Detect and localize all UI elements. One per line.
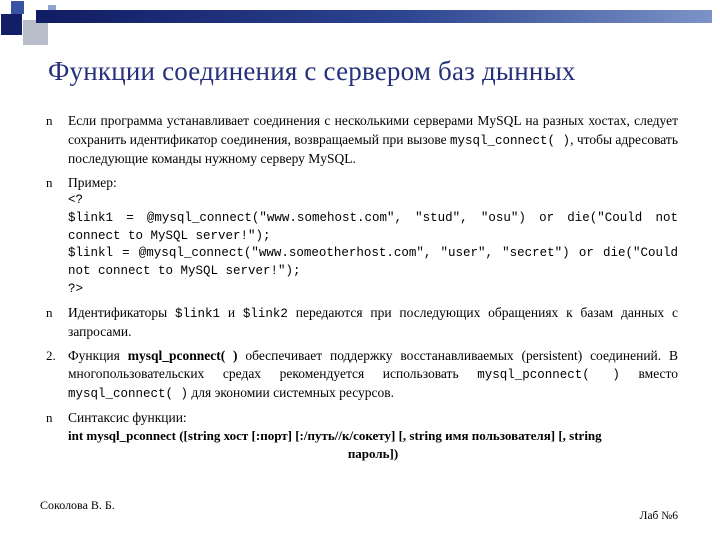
text-segment: передаются при последующих обращениях к базам данных с запросами. bbox=[68, 304, 678, 339]
bullet-marker: n bbox=[46, 304, 53, 320]
bullet-item-1 bbox=[46, 112, 678, 169]
bullet-marker: n bbox=[46, 409, 53, 425]
syntax-label: Синтаксис функции: bbox=[68, 409, 187, 425]
footer-author: Соколова В. Б. bbox=[40, 498, 115, 512]
deco-bar bbox=[36, 10, 712, 23]
bullet-marker: n bbox=[46, 113, 53, 128]
text-segment: вместо bbox=[619, 366, 678, 382]
code-line: ?> bbox=[68, 281, 84, 296]
code-inline: mysql_pconnect( ) bbox=[477, 368, 620, 383]
deco-square-gray bbox=[23, 20, 48, 45]
text-segment: обеспечивает поддержку восстанавливаемых (persistent) соединений. В многопользовательских средах рекомендуется использовать bbox=[68, 347, 678, 382]
footer-lab-number: Лаб №6 bbox=[639, 510, 678, 522]
code-inline: mysql_connect( ) bbox=[450, 133, 571, 148]
syntax-line: пароль]) bbox=[347, 446, 399, 462]
bullet-item-4 bbox=[46, 347, 678, 404]
bullet-marker: 2. bbox=[46, 347, 56, 363]
header-decoration bbox=[0, 0, 720, 50]
bullet-item-5 bbox=[46, 409, 678, 464]
bullet-item-3 bbox=[46, 304, 678, 342]
slide-body bbox=[46, 112, 678, 469]
text-segment: Идентификаторы bbox=[68, 304, 176, 320]
text-segment: для экономии системных ресурсов. bbox=[188, 385, 395, 401]
code-line: $link1 = @mysql_connect("www.somehost.com", "stud", "osu") or die("Could not connect to MySQL server!"); bbox=[68, 210, 678, 243]
example-label: Пример: bbox=[68, 174, 117, 190]
syntax-line: int mysql_pconnect ([string хост [:порт] [:/путь//к/сокету] [, string имя пользователя] [, string bbox=[68, 428, 602, 444]
text-segment: Если программа устанавливает соединения с несколькими серверами MySQL на разных хостах, следует сохранить идентификатор соединения, возвращаемый при вызове bbox=[68, 113, 678, 147]
text-segment: Функция bbox=[68, 347, 128, 363]
bullet-text bbox=[68, 304, 678, 342]
code-line: $linkl = @mysql_connect("www.someotherhost.com", "user", "secret") or die("Could not connect to MySQL server!"); bbox=[68, 246, 678, 279]
bold-segment: mysql_pconnect( ) bbox=[127, 347, 238, 363]
bullet-marker: n bbox=[46, 174, 53, 190]
bullet-text bbox=[68, 347, 678, 404]
code-inline: $link2 bbox=[242, 306, 288, 321]
text-segment: , чтобы адресовать последующие команды нужному серверу MySQL. bbox=[68, 131, 678, 166]
text-segment: и bbox=[220, 304, 243, 320]
deco-square-blue bbox=[11, 1, 24, 14]
deco-square-navy bbox=[1, 14, 22, 35]
code-line: <? bbox=[68, 193, 84, 208]
bullet-item-2 bbox=[46, 174, 678, 299]
slide-title: Функции соединения с сервером баз дынных bbox=[48, 56, 576, 86]
bullet-text bbox=[68, 174, 678, 299]
code-inline: mysql_connect( ) bbox=[68, 387, 189, 402]
bullet-text bbox=[68, 409, 678, 464]
bullet-text bbox=[68, 112, 678, 169]
code-inline: $link1 bbox=[175, 306, 221, 321]
